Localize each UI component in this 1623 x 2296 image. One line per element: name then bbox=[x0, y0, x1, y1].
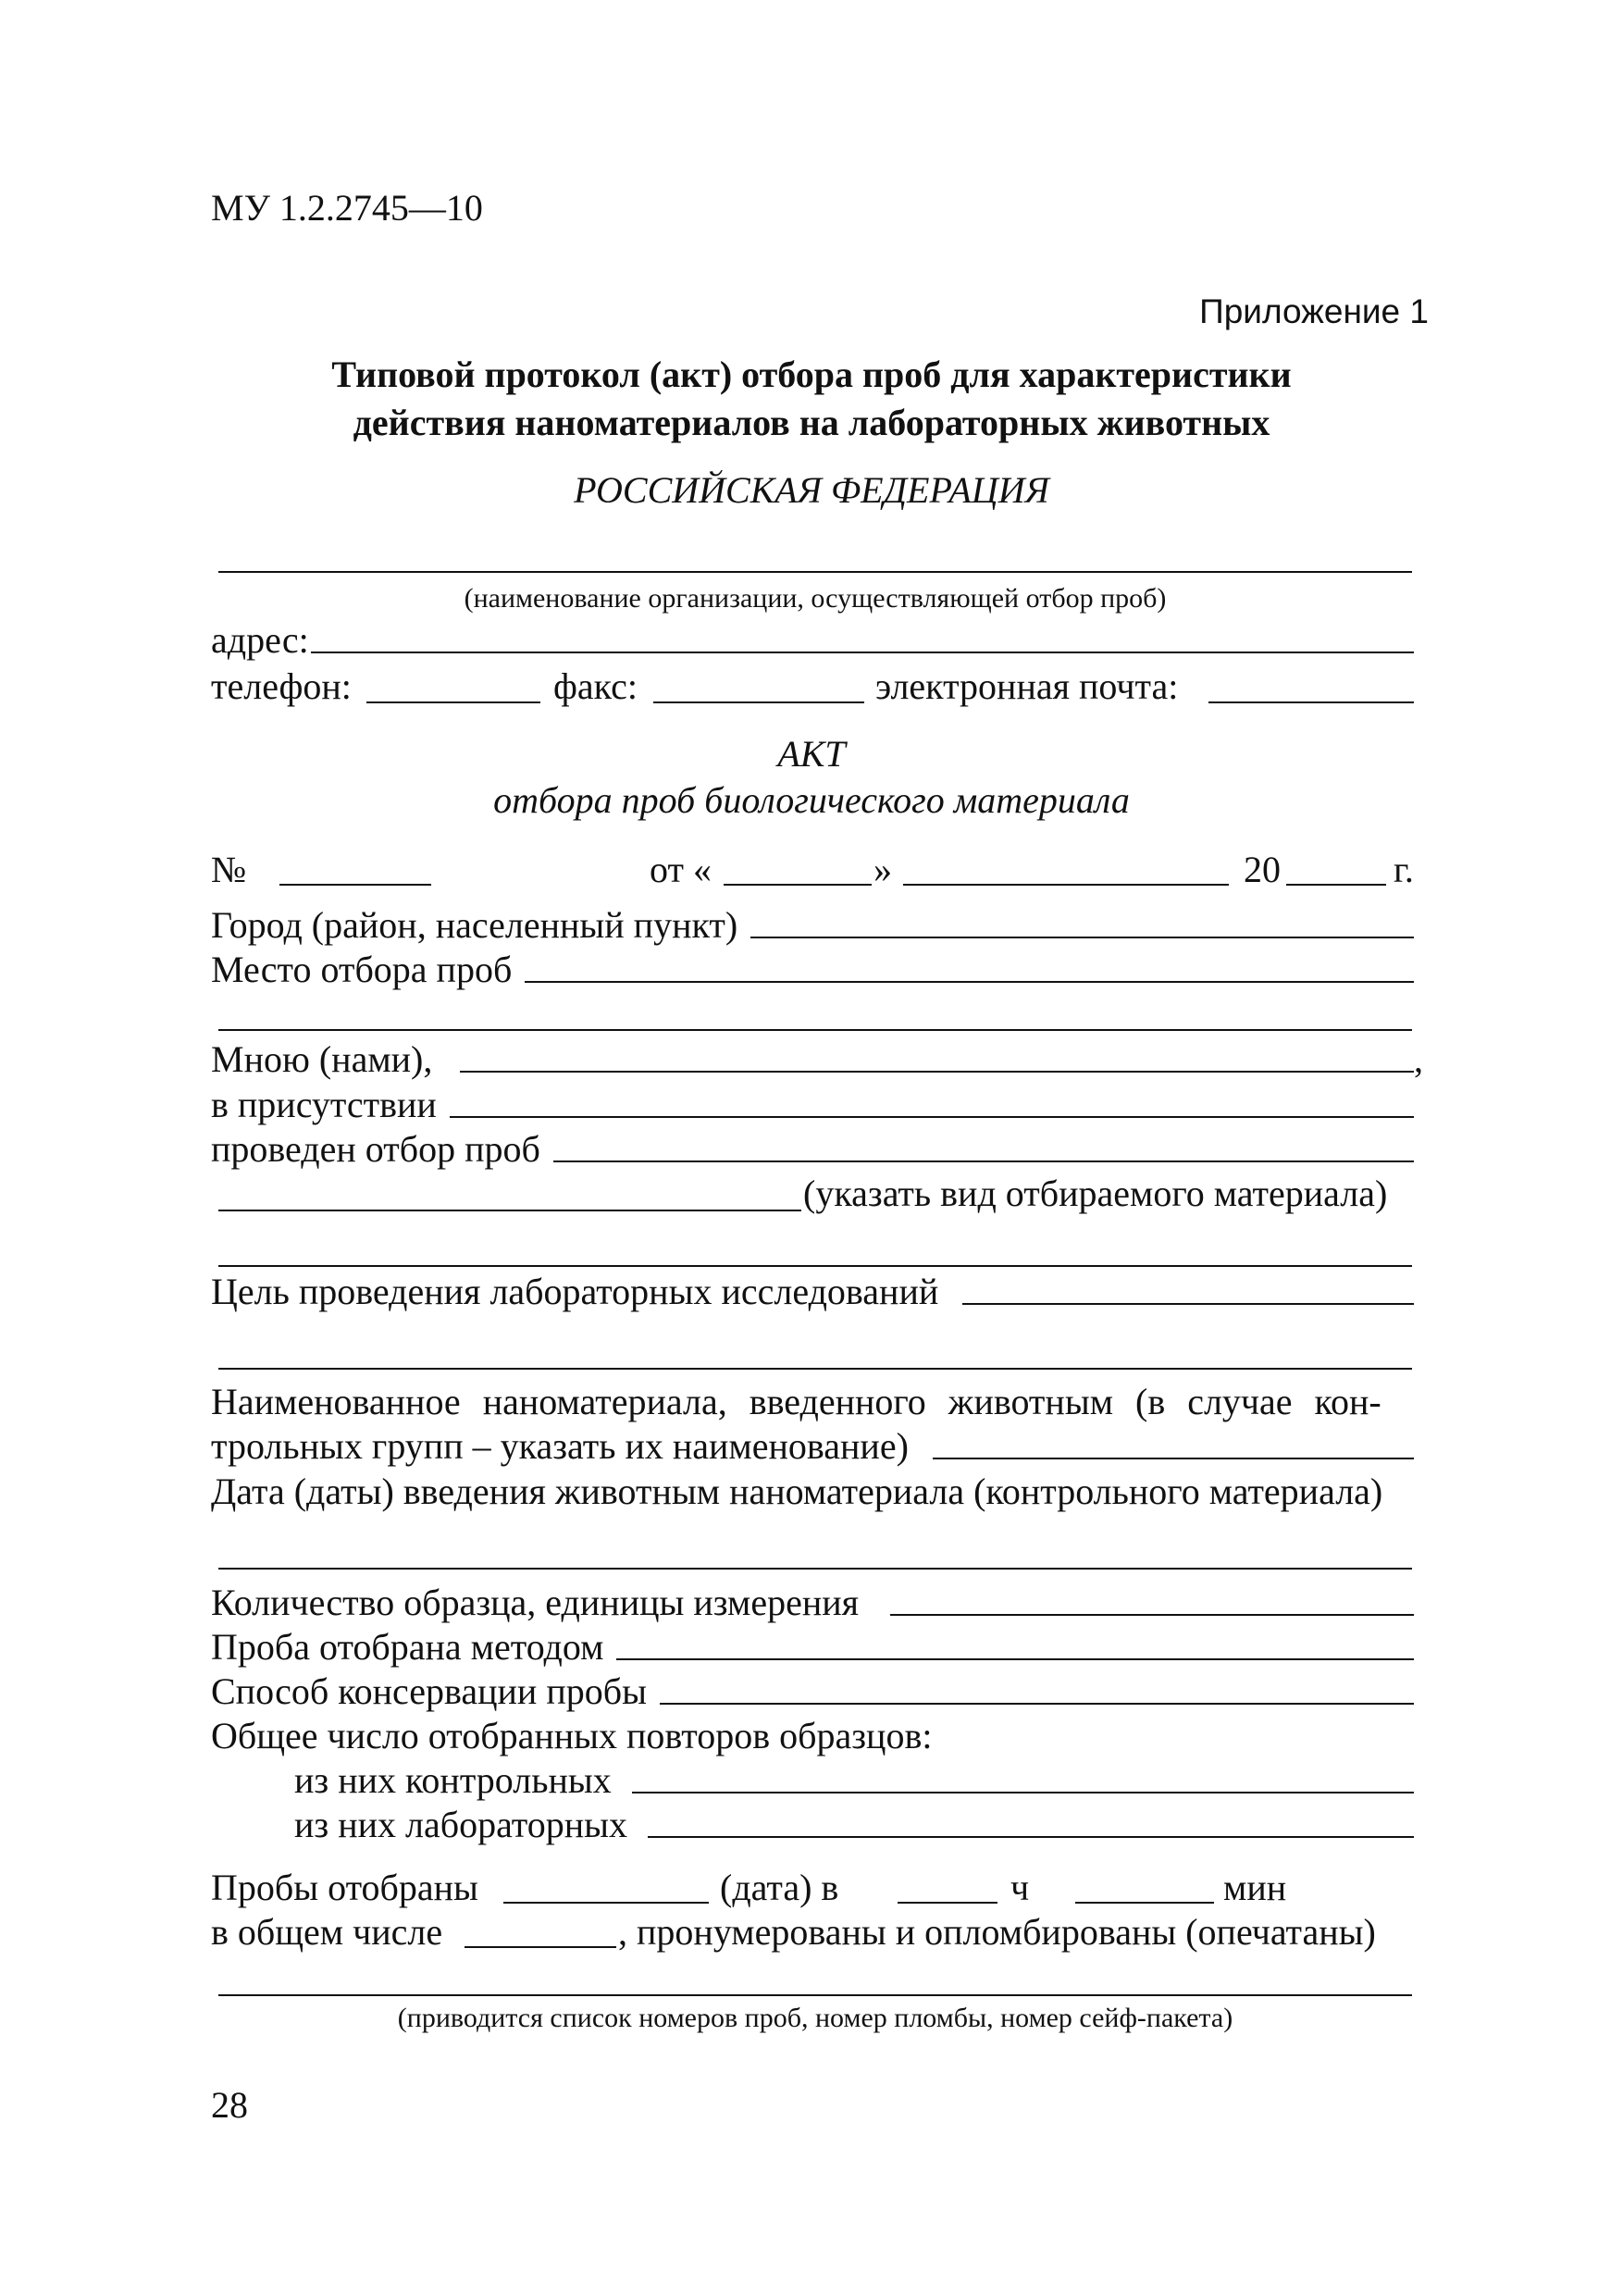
hours-label: ч bbox=[1010, 1867, 1030, 1908]
date-year-field[interactable] bbox=[1286, 884, 1386, 886]
year-prefix: 20 bbox=[1244, 849, 1281, 890]
title-line-2: действия наноматериалов на лабораторных животных bbox=[353, 402, 1270, 443]
numbered-label: , пронумерованы и опломбированы (опечатаны) bbox=[618, 1911, 1376, 1953]
address-label: адрес: bbox=[211, 619, 309, 661]
date-from-label: от « bbox=[650, 849, 712, 890]
email-label: электронная почта: bbox=[875, 665, 1179, 707]
fax-field[interactable] bbox=[653, 701, 864, 703]
sample-list-hint: (приводится список номеров проб, номер пломбы, номер сейф-пакета) bbox=[397, 2003, 1233, 2033]
quantity-row bbox=[211, 1584, 1414, 1621]
purpose-continuation-line[interactable] bbox=[218, 1368, 1412, 1370]
taken-label: Пробы отобраны bbox=[211, 1867, 478, 1908]
method-row bbox=[211, 1626, 1414, 1668]
sample-list-line[interactable] bbox=[218, 1994, 1412, 1996]
city-row bbox=[211, 904, 1414, 946]
organization-caption: (наименование организации, осуществляющей отбор проб) bbox=[464, 583, 1167, 614]
number-label: № bbox=[211, 849, 247, 890]
total-repeats-label: Общее число отобранных повторов образцов: bbox=[211, 1715, 933, 1756]
act-title: АКТ bbox=[777, 733, 846, 775]
year-suffix: г. bbox=[1394, 849, 1414, 890]
taken-date-field[interactable] bbox=[503, 1902, 709, 1904]
title-line-1: Типовой протокол (акт) отбора проб для характеристики bbox=[331, 354, 1292, 395]
appendix-label: Приложение 1 bbox=[1199, 292, 1429, 330]
control-label: из них контрольных bbox=[294, 1759, 612, 1801]
place-field[interactable] bbox=[525, 981, 1414, 983]
phone-label: телефон: bbox=[211, 665, 352, 707]
sampling-row bbox=[211, 1128, 1414, 1170]
country-name: РОССИЙСКАЯ ФЕДЕРАЦИЯ bbox=[574, 469, 1049, 511]
taken-minutes-field[interactable] bbox=[1075, 1902, 1214, 1904]
date-month-field[interactable] bbox=[903, 884, 1229, 886]
act-subtitle: отбора проб биологического материала bbox=[493, 779, 1130, 821]
purpose-row bbox=[211, 1273, 1414, 1310]
nanomaterial-row bbox=[211, 1425, 1414, 1467]
number-field[interactable] bbox=[279, 884, 431, 886]
introduction-date-field[interactable] bbox=[218, 1568, 1412, 1570]
minutes-label: мин bbox=[1223, 1867, 1287, 1908]
lab-label: из них лабораторных bbox=[294, 1804, 628, 1845]
material-hint: (указать вид отбираемого материала) bbox=[803, 1173, 1388, 1214]
presence-row bbox=[211, 1086, 1414, 1123]
presence-label: в присутствии bbox=[211, 1084, 437, 1125]
lab-row bbox=[294, 1806, 1414, 1843]
address-field[interactable] bbox=[311, 652, 1414, 653]
organization-name-line[interactable] bbox=[218, 571, 1412, 573]
nanomaterial-label-line-1: Наименованное наноматериала, введенного животным (в случае кон- bbox=[211, 1381, 1381, 1422]
document-code: МУ 1.2.2745—10 bbox=[211, 187, 483, 229]
purpose-label: Цель проведения лабораторных исследований bbox=[211, 1271, 939, 1312]
preservation-field[interactable] bbox=[660, 1703, 1414, 1705]
lab-field[interactable] bbox=[648, 1836, 1414, 1838]
sampling-label: проведен отбор проб bbox=[211, 1128, 540, 1170]
introduction-date-label: Дата (даты) введения животным наноматериала (контрольного материала) bbox=[211, 1471, 1383, 1512]
purpose-field[interactable] bbox=[962, 1303, 1414, 1305]
date-day-field[interactable] bbox=[724, 884, 872, 886]
phone-field[interactable] bbox=[366, 701, 540, 703]
presence-field[interactable] bbox=[450, 1116, 1414, 1118]
nanomaterial-field[interactable] bbox=[933, 1458, 1414, 1459]
total-count-field[interactable] bbox=[465, 1946, 616, 1948]
control-field[interactable] bbox=[632, 1792, 1414, 1793]
date-quote-close: » bbox=[873, 849, 892, 890]
sampling-field[interactable] bbox=[553, 1160, 1414, 1162]
place-row bbox=[211, 951, 1414, 988]
quantity-field[interactable] bbox=[890, 1614, 1414, 1616]
city-label: Город (район, населенный пункт) bbox=[211, 904, 738, 946]
city-field[interactable] bbox=[750, 937, 1414, 938]
place-label: Место отбора проб bbox=[211, 949, 513, 990]
fax-label: факс: bbox=[553, 665, 638, 707]
material-field[interactable] bbox=[218, 1210, 801, 1211]
preservation-label: Способ консервации пробы bbox=[211, 1670, 647, 1712]
preservation-row bbox=[211, 1670, 1414, 1712]
quantity-label: Количество образца, единицы измерения bbox=[211, 1582, 860, 1623]
control-row bbox=[294, 1759, 1414, 1801]
taken-hours-field[interactable] bbox=[898, 1902, 997, 1904]
by-me-comma: , bbox=[1414, 1038, 1423, 1080]
taken-date-hint: (дата) в bbox=[720, 1867, 839, 1908]
total-count-label: в общем числе bbox=[211, 1911, 443, 1953]
method-field[interactable] bbox=[616, 1658, 1414, 1660]
material-continuation-line[interactable] bbox=[218, 1265, 1412, 1267]
page-number: 28 bbox=[211, 2084, 248, 2126]
email-field[interactable] bbox=[1208, 701, 1414, 703]
by-me-field[interactable] bbox=[460, 1071, 1414, 1073]
address-row bbox=[211, 619, 1414, 661]
place-continuation-line[interactable] bbox=[218, 1029, 1412, 1031]
method-label: Проба отобрана методом bbox=[211, 1626, 604, 1668]
nanomaterial-label-line-2: трольных групп – указать их наименование) bbox=[211, 1425, 909, 1467]
by-me-label: Мною (нами), bbox=[211, 1038, 433, 1080]
by-me-row bbox=[211, 1038, 1423, 1080]
